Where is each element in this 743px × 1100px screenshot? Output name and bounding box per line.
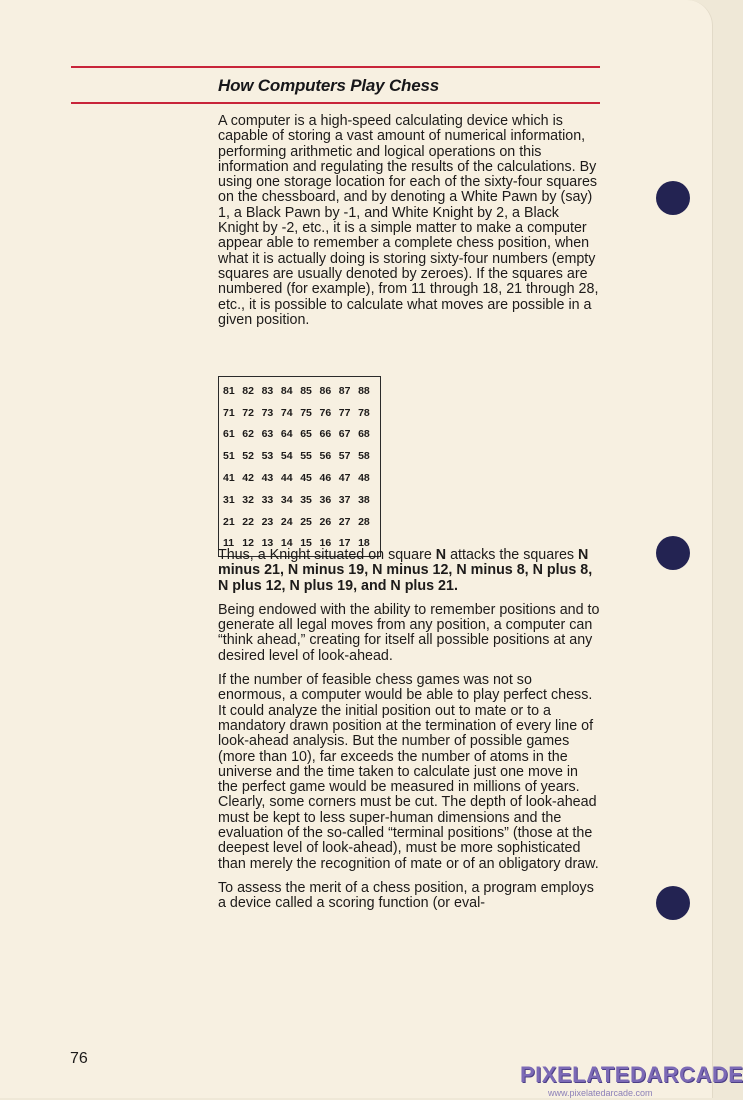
grid-cell: 11: [223, 537, 235, 550]
grid-cell: 42: [242, 472, 254, 485]
grid-row: [223, 445, 380, 467]
grid-cell: 22: [242, 515, 254, 528]
grid-row: [223, 467, 380, 489]
grid-cell: 66: [319, 428, 332, 441]
binder-hole: [656, 886, 690, 920]
grid-cell: 61: [223, 428, 235, 441]
grid-cell: 63: [261, 428, 274, 441]
grid-row: [223, 424, 380, 446]
knight-text-1: Thus, a Knight situated on square: [218, 547, 436, 563]
grid-cell: 13: [261, 537, 274, 550]
grid-cell: 87: [338, 384, 351, 397]
paragraph: Being endowed with the ability to remember positions and to generate all legal moves from any position, a computer can “think ahead,” creating for itself all possible positions at any desired level of look-ahead.: [218, 601, 600, 664]
grid-cell: 88: [358, 384, 370, 397]
grid-cell: 73: [261, 406, 274, 419]
grid-cell: 43: [261, 472, 274, 485]
grid-cell: 75: [300, 406, 312, 419]
grid-cell: 25: [300, 515, 312, 528]
page-number: 76: [70, 1050, 88, 1067]
grid-cell: 52: [242, 450, 254, 463]
grid-cell: 36: [319, 493, 332, 506]
grid-cell: 28: [358, 515, 370, 528]
grid-row: [223, 402, 380, 424]
grid-cell: 12: [242, 537, 254, 550]
grid-cell: 86: [319, 384, 332, 397]
grid-cell: 47: [338, 472, 351, 485]
knight-text-2: attacks the squares: [446, 547, 579, 563]
grid-cell: 48: [358, 472, 370, 485]
watermark-url: www.pixelatedarcade.com: [548, 1088, 653, 1098]
grid-cell: 65: [300, 428, 312, 441]
paragraph-knight: [218, 548, 600, 594]
grid-cell: 35: [300, 493, 312, 506]
grid-cell: 67: [338, 428, 351, 441]
grid-cell: 44: [280, 472, 293, 485]
grid-cell: 51: [223, 450, 235, 463]
knight-attacks: N minus 21, N minus 19, N minus 12, N minus 8, N plus 8, N plus 12, N plus 19, and N plus 21.: [218, 547, 593, 594]
grid-cell: 32: [242, 493, 254, 506]
grid-cell: 77: [338, 406, 351, 419]
grid-cell: 23: [261, 515, 274, 528]
grid-cell: 15: [300, 537, 312, 550]
binder-hole: [656, 536, 690, 570]
grid-cell: 83: [261, 384, 274, 397]
grid-cell: 72: [242, 406, 254, 419]
grid-cell: 45: [300, 472, 312, 485]
grid-cell: 84: [280, 384, 293, 397]
grid-cell: 21: [223, 515, 235, 528]
grid-cell: 34: [280, 493, 293, 506]
grid-cell: 46: [319, 472, 332, 485]
grid-cell: 16: [319, 537, 332, 550]
grid-cell: 53: [261, 450, 274, 463]
paragraph: To assess the merit of a chess position, a program employs a device called a scoring function (or eval-: [218, 879, 594, 912]
binder-hole: [656, 181, 690, 215]
grid-cell: 27: [338, 515, 351, 528]
grid-cell: 37: [338, 493, 351, 506]
square-number-grid: [218, 376, 381, 557]
paragraph: If the number of feasible chess games was not so enormous, a computer would be able to play perfect chess. It could analyze the initial position out to mate or to a mandatory drawn position at the termination of every line of look-ahead analysis. But the number of possible games (more than 10), far exceeds the number of atoms in the universe and the time taken to calculate just one move in the perfect game would be measured in millions of years. Clearly, some corners must be cut. The depth of look-ahead must be kept to less super-human dimensions and the evaluation of the so-called “terminal positions” (those at the deepest level of look-ahead), must be more sophisticated than merely the recognition of mate or of an obligatory draw.: [218, 672, 599, 872]
grid-cell: 81: [223, 384, 235, 397]
grid-cell: 18: [358, 537, 370, 550]
grid-cell: 31: [223, 493, 235, 506]
grid-cell: 62: [242, 428, 254, 441]
title-rule-top: [71, 66, 600, 68]
grid-cell: 26: [319, 515, 332, 528]
knight-square: N: [435, 547, 447, 563]
grid-cell: 64: [280, 428, 293, 441]
grid-cell: 78: [358, 406, 370, 419]
grid-cell: 55: [300, 450, 312, 463]
grid-cell: 57: [338, 450, 351, 463]
watermark-logo: PIXELATEDARCADE: [520, 1062, 743, 1087]
section-title: How Computers Play Chess: [218, 76, 439, 95]
grid-cell: 17: [338, 537, 351, 550]
grid-row: [223, 380, 380, 402]
grid-row: [223, 489, 380, 511]
main-text: [218, 548, 600, 921]
grid-cell: 54: [280, 450, 293, 463]
grid-cell: 58: [358, 450, 370, 463]
grid-cell: 85: [300, 384, 312, 397]
grid-cell: 74: [280, 406, 293, 419]
grid-cell: 68: [358, 428, 370, 441]
grid-cell: 38: [358, 493, 370, 506]
grid-cell: 82: [242, 384, 254, 397]
grid-cell: 71: [223, 406, 235, 419]
grid-cell: 56: [319, 450, 332, 463]
grid-cell: 24: [280, 515, 293, 528]
grid-cell: 76: [319, 406, 332, 419]
title-rule-bottom: [71, 102, 600, 104]
grid-cell: 33: [261, 493, 274, 506]
grid-cell: 14: [280, 537, 293, 550]
paragraph: A computer is a high-speed calculating device which is capable of storing a vast amount of numerical information, performing arithmetic and logical operations on this information and regulating the results of the calculations. By using one storage location for each of the sixty-four squares on the chessboard, and by denoting a White Pawn by (say) 1, a Black Pawn by -1, and White Knight by 2, a Black Knight by -2, etc., it is a simple matter to make a computer appear able to remember a complete chess position, when what it is actually doing is storing sixty-four numbers (empty squares are usually denoted by zeroes). If the squares are numbered (for example), from 11 through 18, 21 through 28, etc., it is possible to calculate what moves are possible in a given position.: [218, 113, 599, 328]
intro-text: [218, 114, 600, 337]
grid-row: [223, 511, 380, 533]
grid-cell: 41: [223, 472, 235, 485]
